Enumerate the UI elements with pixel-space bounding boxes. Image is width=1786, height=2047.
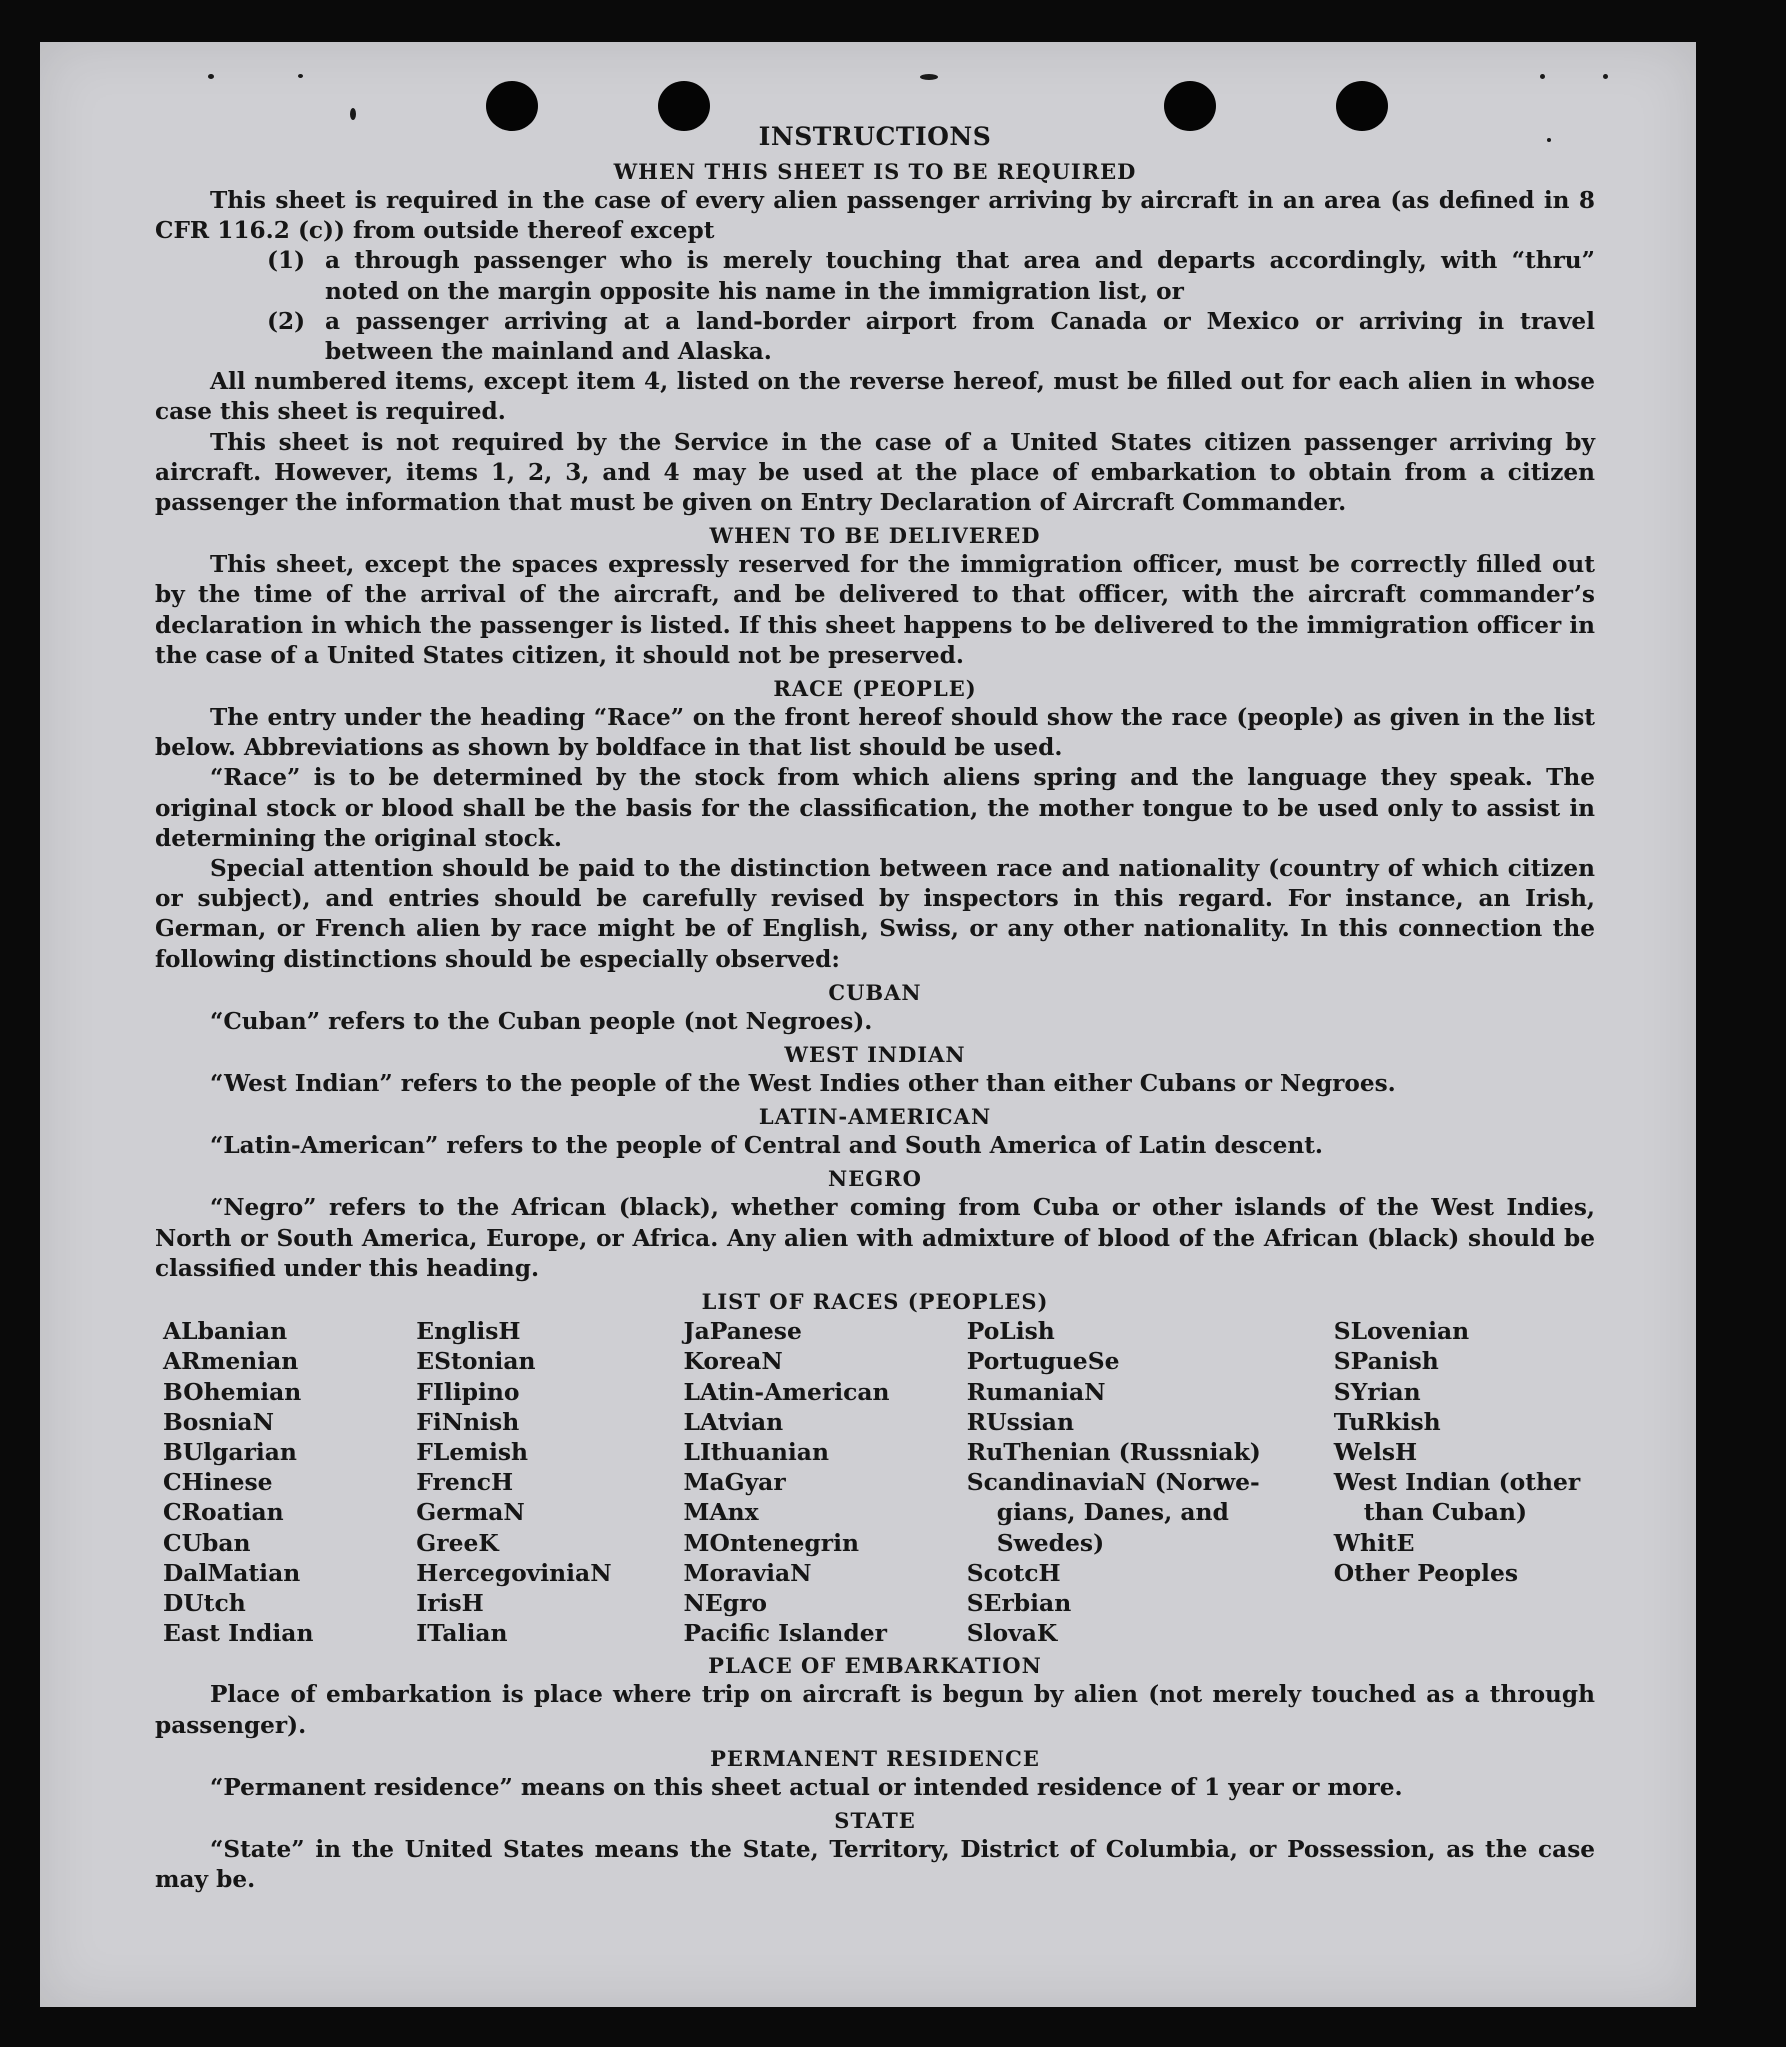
race-entry: than Cuban) [1363,1498,1528,1527]
race-entry: LIthuanian [683,1437,829,1466]
race-column [967,1316,1334,1648]
dust-speck [1540,74,1545,79]
race-entry: DUtch [163,1588,246,1617]
race-entry: gians, Danes, and [996,1498,1229,1527]
paragraph: “Negro” refers to the African (black), whether coming from Cuba or other islands of the West Indies, North or South America, Europe, or Africa. Any alien with admixture of blood of the African (black) should be classified under this heading. [155,1194,1595,1282]
race-entry: MOntenegrin [683,1528,859,1557]
race-column [1334,1316,1595,1648]
race-entry: CHinese [163,1468,273,1497]
race-entry: LAtvian [683,1407,784,1436]
paragraph: This sheet, except the spaces expressly reserved for the immigration officer, must be correctly filled out by the time of the arrival of the aircraft, and be delivered to that officer, with the aircraft commander’s declaration in which the passenger is listed. If this sheet happens to be delivered to the immigration officer in the case of a United States citizen, it should not be preserved. [155,551,1595,669]
paragraph: “Permanent residence” means on this sheet actual or intended residence of 1 year or more. [210,1773,1403,1801]
dust-speck [920,74,938,80]
race-entry: FLemish [416,1437,529,1466]
race-entry: TuRkish [1333,1407,1441,1436]
item-text: a through passenger who is merely touching that area and departs accordingly, with “thru” noted on the margin opposite his name in the immigration list, or [325,247,1595,305]
race-entry: JaPanese [683,1317,802,1346]
race-entry: KoreaN [683,1347,783,1376]
paragraph: This sheet is required in the case of every alien passenger arriving by aircraft in an area (as defined in 8 CFR 116.2 (c)) from outside thereof except [155,187,1595,245]
item-number: (2) [267,307,306,335]
race-entry: GermaN [416,1498,525,1527]
race-entry: SlovaK [966,1619,1058,1648]
race-entry: NEgro [683,1588,768,1617]
race-entry: Swedes) [996,1528,1105,1557]
paragraph: “Race” is to be determined by the stock from which aliens spring and the language they speak. The original stock or blood shall be the basis for the classification, the mother tongue to be used only to assist in determining the original stock. [155,764,1595,852]
race-entry: BOhemian [163,1377,302,1406]
list-item [155,307,1595,367]
race-entry: WhitE [1333,1528,1415,1557]
paragraph: The entry under the heading “Race” on the front hereof should show the race (people) as given in the list below. Abbreviations as shown by boldface in that list should be used. [155,704,1595,762]
race-entry: East Indian [163,1619,314,1648]
race-entry: MaGyar [683,1468,786,1497]
section-heading-state: STATE [834,1807,916,1833]
race-entry: RumaniaN [966,1377,1106,1406]
race-entry: HercegoviniaN [416,1558,612,1587]
race-entry: ALbanian [163,1317,288,1346]
section-heading-when-delivered: WHEN TO BE DELIVERED [709,523,1041,549]
document-sheet [40,42,1696,2007]
race-column [684,1316,967,1648]
item-number: (1) [267,247,306,275]
section-heading-negro: NEGRO [828,1166,922,1192]
race-entry: MoraviaN [683,1558,812,1587]
race-entry: BUlgarian [163,1437,297,1466]
dust-speck [208,74,214,79]
race-entry: SLovenian [1333,1317,1470,1346]
race-entry: Other Peoples [1333,1558,1518,1587]
race-entry: MAnx [683,1498,759,1527]
race-entry: FIlipino [416,1377,520,1406]
section-heading-latin-american: LATIN-AMERICAN [758,1104,992,1130]
instructions-content [155,120,1595,1895]
page-title: INSTRUCTIONS [758,122,992,151]
section-heading-race: RACE (PEOPLE) [773,676,977,702]
race-entry: SErbian [966,1588,1072,1617]
race-entry: IrisH [416,1588,484,1617]
section-heading-permanent-residence: PERMANENT RESIDENCE [710,1745,1040,1771]
race-entry: ARmenian [163,1347,299,1376]
paragraph: Special attention should be paid to the distinction between race and nationality (country of which citizen or subject), and entries should be carefully revised by inspectors in this regard. For instance, an Irish, German, or French alien by race might be of English, Swiss, or any other nationality. In this connection the following distinctions should be especially observed: [155,855,1595,973]
race-column [163,1316,416,1648]
race-entry: ScotcH [966,1558,1061,1587]
race-entry: ITalian [416,1619,508,1648]
race-entry: Pacific Islander [683,1619,887,1648]
paragraph: “Cuban” refers to the Cuban people (not Negroes). [210,1007,873,1035]
dust-speck [1603,74,1608,79]
section-heading-west-indian: WEST INDIAN [784,1042,966,1068]
section-heading-embarkation: PLACE OF EMBARKATION [708,1653,1042,1679]
race-entry: RuThenian (Russniak) [966,1437,1261,1466]
paragraph: “Latin-American” refers to the people of Central and South America of Latin descent. [210,1132,1323,1160]
paragraph: “State” in the United States means the State, Territory, District of Columbia, or Possession, as the case may be. [155,1835,1595,1894]
race-entry: BosniaN [163,1407,274,1436]
race-entry: West Indian (other [1333,1468,1581,1497]
race-entry: CUban [163,1528,251,1557]
item-text: a passenger arriving at a land-border airport from Canada or Mexico or arriving in travel between the mainland and Alaska. [325,307,1595,366]
paragraph: “West Indian” refers to the people of the West Indies other than either Cubans or Negroes. [210,1070,1396,1098]
race-entry: GreeK [416,1528,499,1557]
paragraph: Place of embarkation is place where trip on aircraft is begun by alien (not merely touched as a through passenger). [155,1681,1595,1739]
paragraph: All numbered items, except item 4, listed on the reverse hereof, must be filled out for each alien in whose case this sheet is required. [155,368,1595,426]
section-heading-list-of-races: LIST OF RACES (PEOPLES) [701,1289,1049,1315]
dust-speck [298,74,303,78]
race-entry: PoLish [966,1317,1055,1346]
race-entry: EnglisH [416,1317,521,1346]
race-list [155,1316,1595,1648]
paragraph: This sheet is not required by the Service in the case of a United States citizen passenger arriving by aircraft. However, items 1, 2, 3, and 4 may be used at the place of embarkation to obtain from a citizen passenger the information that must be given on Entry Declaration of Aircraft Commander. [155,428,1595,517]
section-heading-cuban: CUBAN [828,979,922,1005]
race-entry: FrencH [416,1468,514,1497]
list-item [155,246,1595,306]
race-entry: DalMatian [163,1558,301,1587]
race-entry: EStonian [416,1347,536,1376]
race-entry: FiNnish [416,1407,520,1436]
dust-speck [350,108,356,120]
race-entry: LAtin-American [683,1377,890,1406]
race-entry: PortugueSe [966,1347,1120,1376]
race-entry: ScandinaviaN (Norwe- [966,1468,1260,1497]
race-entry: WelsH [1333,1437,1418,1466]
race-entry: SPanish [1333,1347,1439,1376]
race-column [416,1316,683,1648]
section-heading-when-required: WHEN THIS SHEET IS TO BE REQUIRED [613,159,1137,184]
race-entry: CRoatian [163,1498,284,1527]
race-entry: RUssian [966,1407,1074,1436]
race-entry: SYrian [1333,1377,1421,1406]
